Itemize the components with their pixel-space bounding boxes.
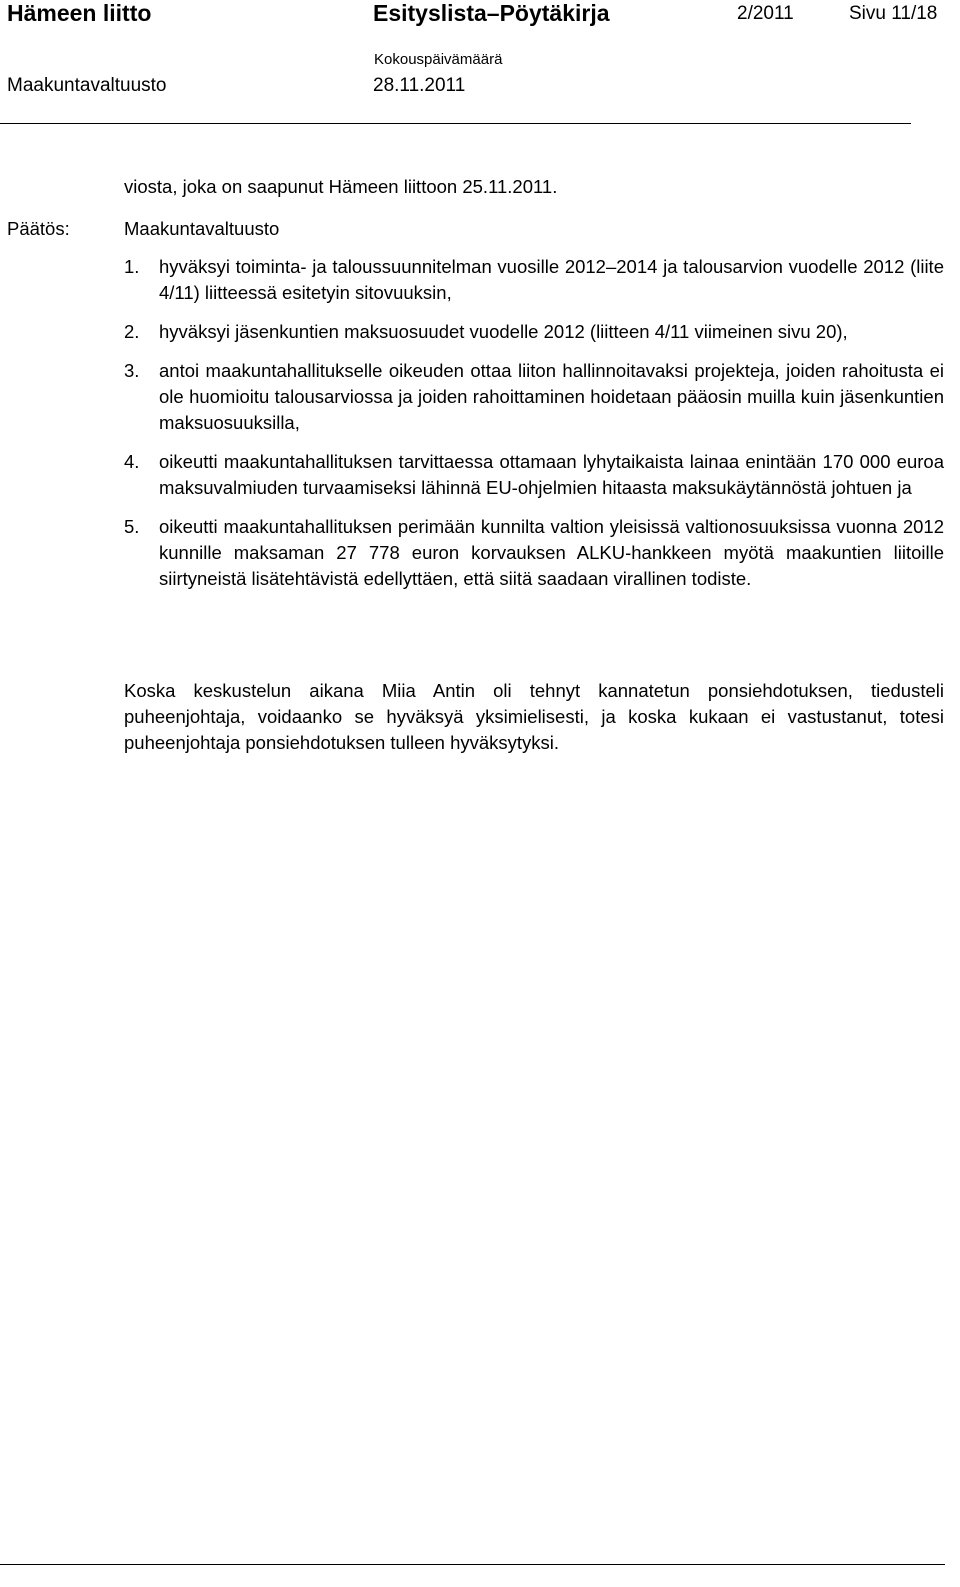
- decision-item-text: oikeutti maakuntahallituksen perimään kunnilta valtion yleisissä valtionosuuksissa vuonna 2012 kunnille maksaman 27 778 euron korvauksen ALKU-hankkeen myötä maakuntien liitoille siirtyneistä lisätehtävistä edellyttäen, että siitä saadaan virallinen todiste.: [159, 516, 944, 589]
- decision-item: [124, 254, 944, 306]
- organization-name: Hämeen liitto: [7, 0, 152, 26]
- decision-item: [124, 514, 944, 592]
- body-name: Maakuntavaltuusto: [7, 75, 167, 96]
- decision-item-number: 3.: [124, 360, 140, 381]
- footer-divider: [0, 1564, 945, 1565]
- decision-list: [124, 254, 944, 605]
- decision-item-number: 5.: [124, 516, 140, 537]
- decision-item-text: hyväksyi jäsenkuntien maksuosuudet vuodelle 2012 (liitteen 4/11 viimeinen sivu 20),: [159, 321, 848, 342]
- decision-item-text: hyväksyi toiminta- ja taloussuunnitelman vuosille 2012–2014 ja talousarvion vuodelle 2012 (liite 4/11) liitteessä esitetyin sitovuuksin,: [159, 256, 944, 303]
- decision-item: [124, 358, 944, 436]
- decision-item-text: oikeutti maakuntahallituksen tarvittaessa ottamaan lyhytaikaista lainaa enintään 170 000 euroa maksuvalmiuden turvaamiseksi lähinnä EU-ohjelmien hitaasta maksukäytännöstä johtuen ja: [159, 451, 944, 498]
- meeting-date-label: Kokouspäivämäärä: [374, 51, 503, 68]
- decision-item: [124, 449, 944, 501]
- document-type: Esityslista–Pöytäkirja: [373, 0, 610, 26]
- decision-label: Päätös:: [7, 218, 70, 239]
- decision-body-name: Maakuntavaltuusto: [124, 218, 280, 239]
- header-divider: [0, 123, 911, 124]
- decision-item-text: antoi maakuntahallitukselle oikeuden ottaa liiton hallinnoitavaksi projekteja, joiden rahoitusta ei ole huomioitu talousarviossa ja joiden rahoittaminen hoidetaan pääosin muilla kuin jäsenkuntien maksuosuuksilla,: [159, 360, 944, 433]
- meeting-date: 28.11.2011: [373, 75, 466, 96]
- meeting-number: 2/2011: [737, 3, 794, 24]
- closing-paragraph: Koska keskustelun aikana Miia Antin oli tehnyt kannatetun ponsiehdotuksen, tiedusteli puheenjohtaja, voidaanko se hyväksyä yksimielisesti, ja koska kukaan ei vastustanut, totesi puheenjohtaja ponsiehdotuksen tulleen hyväksytyksi.: [124, 680, 944, 753]
- decision-item-number: 1.: [124, 256, 140, 277]
- decision-item: [124, 319, 944, 345]
- intro-paragraph: viosta, joka on saapunut Hämeen liittoon 25.11.2011.: [124, 176, 558, 197]
- decision-item-number: 2.: [124, 321, 140, 342]
- decision-item-number: 4.: [124, 451, 140, 472]
- page-number: Sivu 11/18: [849, 3, 938, 24]
